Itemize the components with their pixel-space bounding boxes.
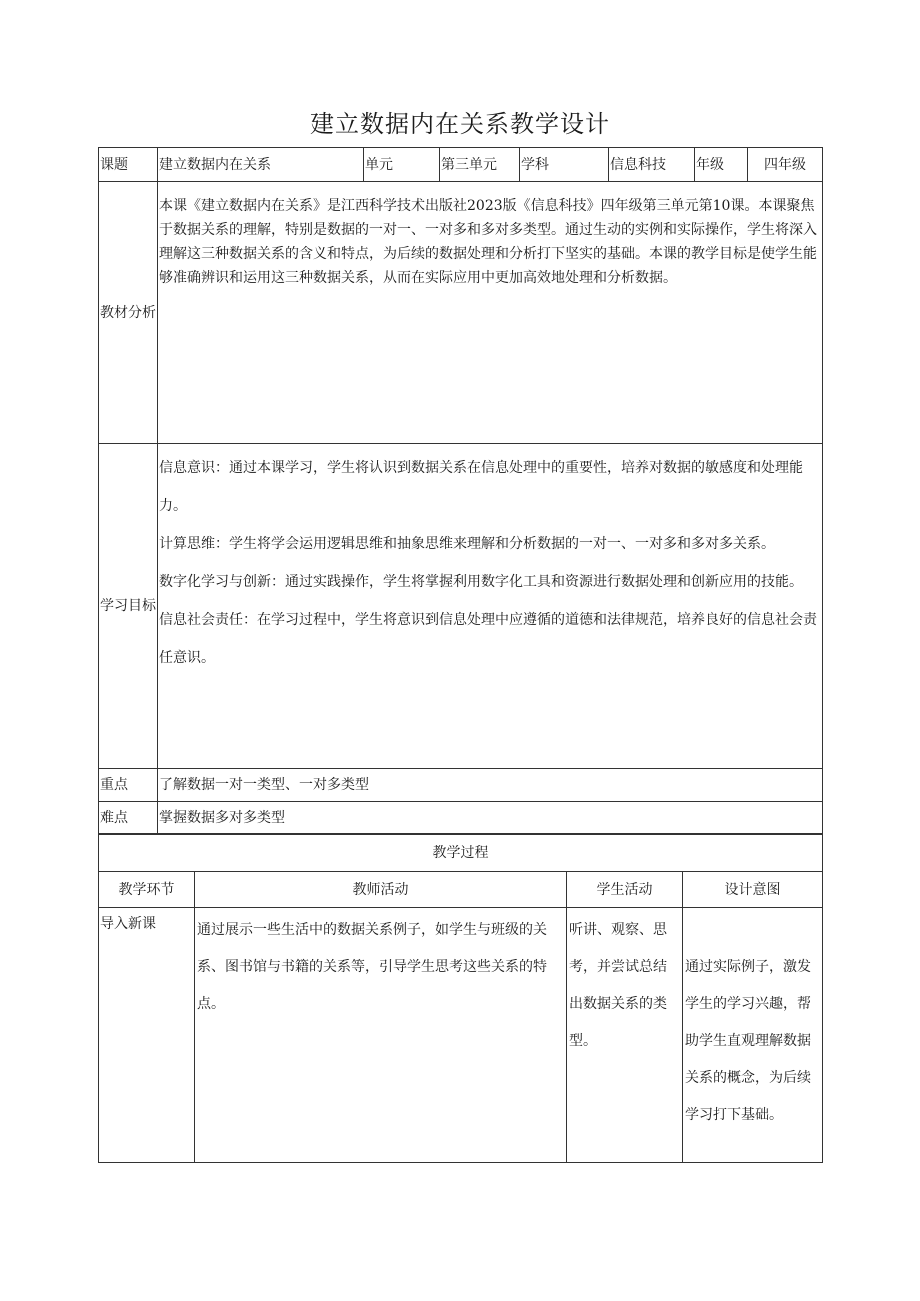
goals-label: 学习目标 — [99, 444, 158, 769]
analysis-label: 教材分析 — [99, 182, 158, 444]
process-table — [98, 833, 823, 1163]
subject-label: 学科 — [520, 148, 609, 182]
subject-value: 信息科技 — [609, 148, 695, 182]
goals-list — [158, 444, 823, 769]
goal-social-responsibility: 信息社会责任：在学习过程中，学生将意识到信息处理中应遵循的道德和法律规范，培养良好的信息社会责任意识。 — [159, 612, 817, 666]
goal-digital-learning: 数字化学习与创新：通过实践操作，学生将掌握利用数字化工具和资源进行数据处理和创新应用的技能。 — [159, 574, 803, 590]
goal-information-awareness: 信息意识：通过本课学习，学生将认识到数据关系在信息处理中的重要性，培养对数据的敏感度和处理能力。 — [159, 460, 803, 514]
column-header-intent: 设计意图 — [683, 872, 823, 908]
goal-computational-thinking: 计算思维：学生将学会运用逻辑思维和抽象思维来理解和分析数据的一对一、一对多和多对多关系。 — [159, 536, 775, 552]
student-activity-cell: 听讲、观察、思考，并尝试总结出数据关系的类型。 — [567, 908, 683, 1163]
key-point-label: 重点 — [99, 769, 158, 802]
analysis-text: 本课《建立数据内在关系》是江西科学技术出版社2023版《信息科技》四年级第三单元第10课。本课聚焦于数据关系的理解，特别是数据的一对一、一对多和多对多类型。通过生动的实例和实际操作，学生将深入理解这三种数据关系的含义和特点，为后续的数据处理和分析打下坚实的基础。本课的教学目标是使学生能够准确辨识和运用这三种数据关系，从而在实际应用中更加高效地处理和分析数据。 — [158, 182, 823, 444]
teacher-activity-cell: 通过展示一些生活中的数据关系例子，如学生与班级的关系、图书馆与书籍的关系等，引导学生思考这些关系的特点。 — [195, 908, 567, 1163]
unit-value: 第三单元 — [440, 148, 520, 182]
key-point-text: 了解数据一对一类型、一对多类型 — [158, 769, 823, 802]
design-intent-cell: 通过实际例子，激发学生的学习兴趣，帮助学生直观理解数据关系的概念，为后续学习打下基础。 — [683, 908, 823, 1163]
grade-label: 年级 — [695, 148, 748, 182]
course-label: 课题 — [99, 148, 158, 182]
info-table — [98, 147, 823, 835]
process-heading: 教学过程 — [99, 834, 823, 872]
difficulty-text: 掌握数据多对多类型 — [158, 802, 823, 835]
page-title: 建立数据内在关系教学设计 — [310, 110, 610, 138]
difficulty-label: 难点 — [99, 802, 158, 835]
column-header-stage: 教学环节 — [99, 872, 195, 908]
course-value: 建立数据内在关系 — [158, 148, 364, 182]
unit-label: 单元 — [364, 148, 440, 182]
stage-cell: 导入新课 — [99, 908, 195, 1163]
grade-value: 四年级 — [748, 148, 823, 182]
column-header-teacher: 教师活动 — [195, 872, 567, 908]
column-header-student: 学生活动 — [567, 872, 683, 908]
